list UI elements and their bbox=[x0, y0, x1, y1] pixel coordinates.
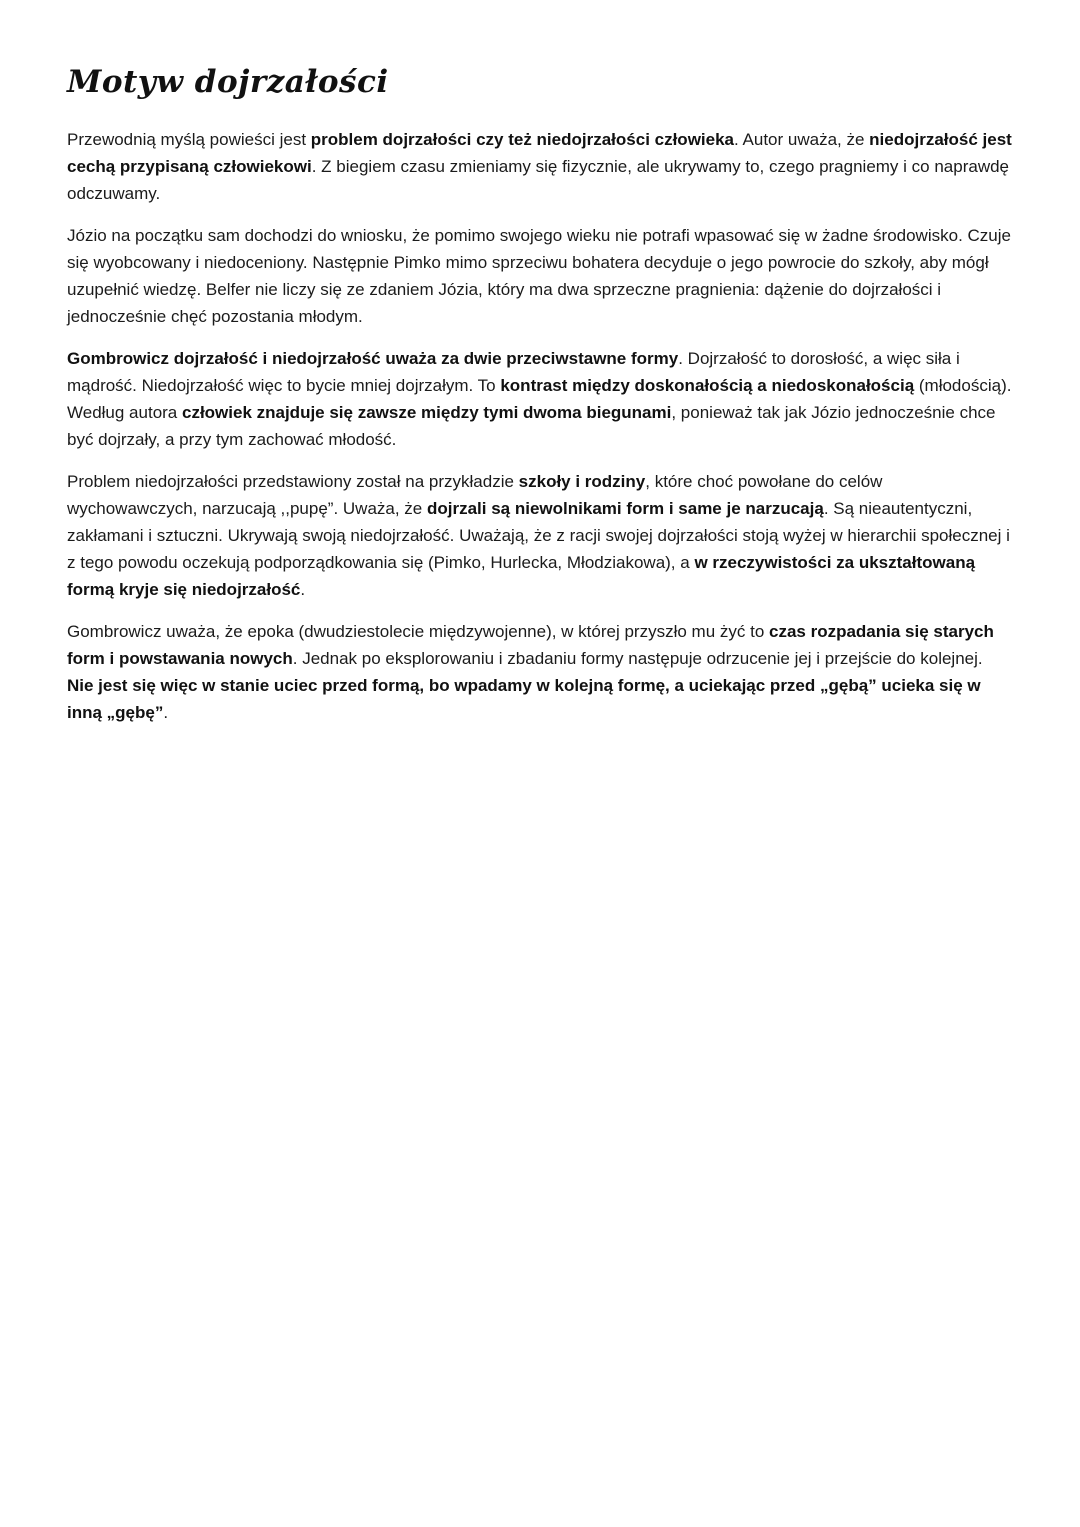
text-run: . Są nieautentyczni, zakłamani i sztuczni. Ukrywają swoją niedojrzałość. Uważają, że z racji swojej dojrzałości stoją wyżej w hierarchii społecznej i z tego powodu oczekują podporządkowania się (Pimko, Hurlecka, Młodziakowa), a bbox=[67, 499, 1010, 572]
bold-text-run: szkoły i rodziny bbox=[518, 472, 646, 491]
bold-text-run: kontrast między doskonałością a niedoskonałością bbox=[500, 376, 915, 395]
paragraph bbox=[67, 468, 1012, 603]
text-run: . Dojrzałość to dorosłość, a więc siła i mądrość. Niedojrzałość więc to bycie mniej dojrzałym. To bbox=[67, 349, 960, 395]
paragraph bbox=[67, 126, 1012, 207]
paragraphs bbox=[67, 126, 1012, 726]
bold-text-run: dojrzali są niewolnikami form i same je narzucają bbox=[427, 499, 824, 518]
bold-text-run: w rzeczywistości za ukształtowaną formą kryje się niedojrzałość bbox=[67, 553, 976, 599]
text-run: (młodością). Według autora bbox=[67, 376, 1012, 422]
text-run: . bbox=[163, 703, 169, 722]
page-title: Motyw dojrzałości bbox=[67, 64, 389, 100]
bold-text-run: czas rozpadania się starych form i powstawania nowych bbox=[67, 622, 994, 668]
text-run: . Autor uważa, że bbox=[734, 130, 870, 149]
text-run: Przewodnią myślą powieści jest bbox=[67, 130, 311, 149]
text-run: Problem niedojrzałości przedstawiony został na przykładzie bbox=[67, 472, 519, 491]
paragraph bbox=[67, 618, 1012, 726]
bold-text-run: problem dojrzałości czy też niedojrzałości człowieka bbox=[310, 130, 735, 149]
text-run: , które choć powołane do celów wychowawczych, narzucają ,,pupę”. Uważa, że bbox=[67, 472, 883, 518]
text-run: , ponieważ tak jak Józio jednocześnie chce być dojrzały, a przy tym zachować młodość. bbox=[67, 403, 996, 449]
text-run: Józio na początku sam dochodzi do wniosku, że pomimo swojego wieku nie potrafi wpasować się w żadne środowisko. Czuje się wyobcowany i niedoceniony. Następnie Pimko mimo sprzeciwu bohatera decyduje o jego powrocie do szkoły, aby mógł uzupełnić wiedzę. Belfer nie liczy się ze zdaniem Józia, który ma dwa sprzeczne pragnienia: dążenie do dojrzałości i jednocześnie chęć pozostania młodym. bbox=[67, 226, 1011, 326]
text-run: Gombrowicz uważa, że epoka (dwudziestolecie międzywojenne), w której przyszło mu żyć to bbox=[67, 622, 769, 641]
text-run: . Z biegiem czasu zmieniamy się fizycznie, ale ukrywamy to, czego pragniemy i co naprawdę odczuwamy. bbox=[67, 157, 1010, 203]
paragraph bbox=[67, 222, 1012, 330]
paragraph bbox=[67, 345, 1012, 453]
bold-text-run: niedojrzałość jest cechą przypisaną człowiekowi bbox=[67, 130, 1012, 176]
text-run: . Jednak po eksplorowaniu i zbadaniu formy następuje odrzucenie jej i przejście do kolejnej. bbox=[292, 649, 983, 668]
bold-text-run: Nie jest się więc w stanie uciec przed formą, bo wpadamy w kolejną formę, a uciekając przed „gębą” ucieka się w inną „gębę” bbox=[67, 676, 981, 722]
text-run: . bbox=[300, 580, 306, 599]
bold-text-run: Gombrowicz dojrzałość i niedojrzałość uważa za dwie przeciwstawne formy bbox=[67, 349, 679, 368]
bold-text-run: człowiek znajduje się zawsze między tymi dwoma biegunami bbox=[181, 403, 672, 422]
